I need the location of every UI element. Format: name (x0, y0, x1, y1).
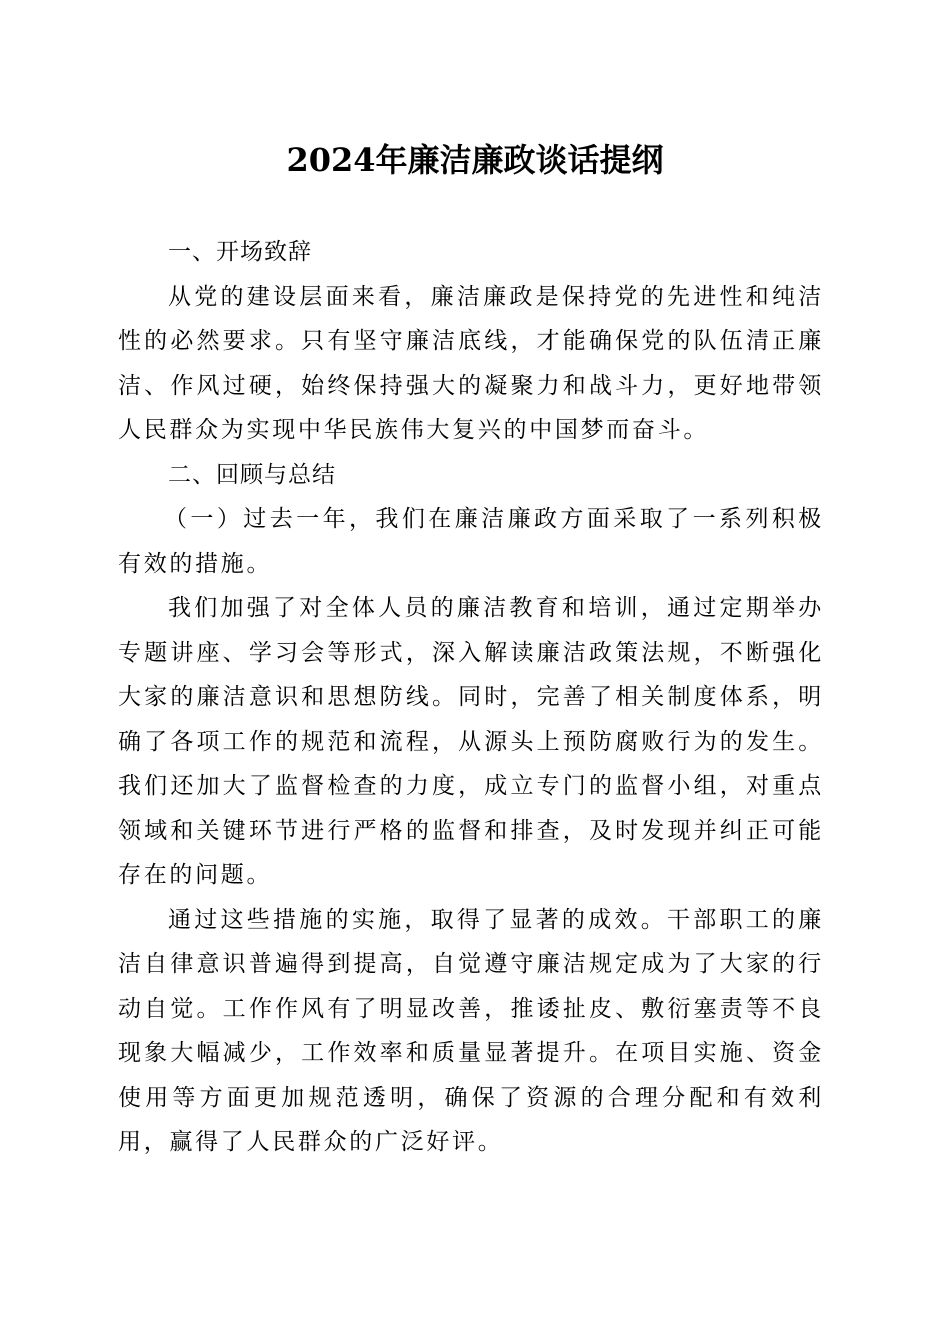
section-2-subheading: （一）过去一年，我们在廉洁廉政方面采取了一系列积极有效的措施。 (118, 506, 824, 577)
section-1-heading: 一、开场致辞 (168, 239, 312, 265)
document-body (118, 230, 824, 1165)
section-1-paragraph: 从党的建设层面来看，廉洁廉政是保持党的先进性和纯洁性的必然要求。只有坚守廉洁底线，才能确保党的队伍清正廉洁、作风过硬，始终保持强大的凝聚力和战斗力，更好地带领人民群众为实现中华民族伟大复兴的中国梦而奋斗。 (118, 283, 824, 443)
document-title: 2024年廉洁廉政谈话提纲 (286, 141, 664, 179)
section-2-paragraph-2: 通过这些措施的实施，取得了显著的成效。干部职工的廉洁自律意识普遍得到提高，自觉遵守廉洁规定成为了大家的行动自觉。工作作风有了明显改善，推诿扯皮、敷衍塞责等不良现象大幅减少，工作效率和质量显著提升。在项目实施、资金使用等方面更加规范透明，确保了资源的合理分配和有效利用，赢得了人民群众的广泛好评。 (118, 906, 824, 1155)
section-2-paragraph-1: 我们加强了对全体人员的廉洁教育和培训，通过定期举办专题讲座、学习会等形式，深入解读廉洁政策法规，不断强化大家的廉洁意识和思想防线。同时，完善了相关制度体系，明确了各项工作的规范和流程，从源头上预防腐败行为的发生。我们还加大了监督检查的力度，成立专门的监督小组，对重点领域和关键环节进行严格的监督和排查，及时发现并纠正可能存在的问题。 (118, 595, 824, 888)
section-2-heading: 二、回顾与总结 (168, 461, 336, 488)
